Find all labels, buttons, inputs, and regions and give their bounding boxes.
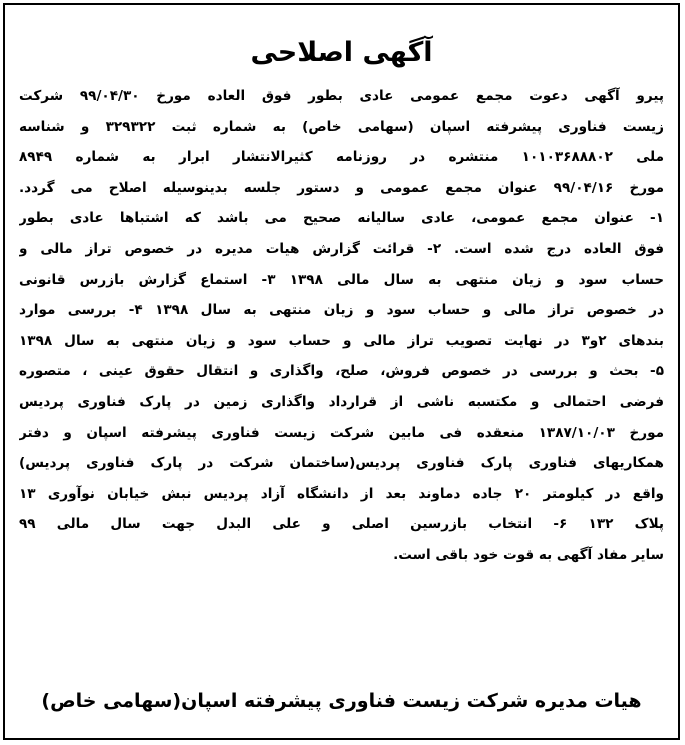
body-line-2: زیست فناوری پیشرفته اسپان (سهامی خاص) به شماره ثبت ۳۲۹۳۲۲ و شناسه bbox=[19, 118, 664, 135]
notice-frame bbox=[3, 3, 680, 740]
body-line-5: ۱- عنوان مجمع عمومی، عادی سالیانه صحیح می باشد که اشتباها عادی بطور bbox=[19, 210, 664, 227]
notice-body bbox=[19, 81, 664, 571]
body-line-1: پیرو آگهی دعوت مجمع عمومی عادی بطور فوق العاده مورخ ۹۹/۰۴/۳۰ شرکت bbox=[19, 88, 664, 104]
body-line-15: پلاک ۱۳۲ ۶- انتخاب بازرسین اصلی و علی البدل جهت سال مالی ۹۹ bbox=[19, 516, 664, 533]
notice-signature: هیات مدیره شرکت زیست فناوری پیشرفته اسپان(سهامی خاص) bbox=[41, 690, 642, 712]
body-line-16: سایر مفاد آگهی به قوت خود باقی است. bbox=[393, 546, 664, 563]
body-line-14: واقع در کیلومتر ۲۰ جاده دماوند بعد از دانشگاه آزاد پردیس نبش خیابان نوآوری ۱۳ bbox=[19, 485, 664, 502]
body-line-8: در خصوص تراز مالی و حساب سود و زیان منتهی به سال ۱۳۹۸ ۴- بررسی موارد bbox=[19, 302, 664, 319]
body-line-12: مورخ ۱۳۸۷/۱۰/۰۳ منعقده فی مابین شرکت زیست فناوری پیشرفته اسپان و دفتر bbox=[19, 424, 664, 441]
body-line-4: مورخ ۹۹/۰۴/۱۶ عنوان مجمع عمومی و دستور جلسه بدینوسیله اصلاح می گردد. bbox=[19, 179, 664, 196]
body-line-11: فرضی احتمالی و مکتسبه ناشی از قرارداد واگذاری زمین در پارک فناوری پردیس bbox=[19, 393, 664, 410]
body-line-3: ملی ۱۰۱۰۳۶۸۸۸۰۲ منتشره در روزنامه کثیرالانتشار ابرار به شماره ۸۹۴۹ bbox=[19, 149, 664, 166]
body-line-6: فوق العاده درج شده است. ۲- قرائت گزارش هیات مدیره در خصوص تراز مالی و bbox=[19, 240, 664, 257]
body-line-10: ۵- بحث و بررسی در خصوص فروش، صلح، واگذاری و انتقال حقوق عینی ، متصوره bbox=[19, 363, 664, 380]
notice-title: آگهی اصلاحی bbox=[250, 37, 433, 68]
body-line-13: همکاریهای فناوری پارک فناوری پردیس(ساختمان شرکت در پارک فناوری پردیس) bbox=[19, 455, 664, 472]
body-line-7: حساب سود و زیان منتهی به سال مالی ۱۳۹۸ ۳- استماع گزارش بازرس قانونی bbox=[19, 271, 664, 288]
body-line-9: بندهای ۲و۳ در نهایت تصویب تراز مالی و حساب سود و زیان منتهی به سال ۱۳۹۸ bbox=[19, 332, 664, 349]
